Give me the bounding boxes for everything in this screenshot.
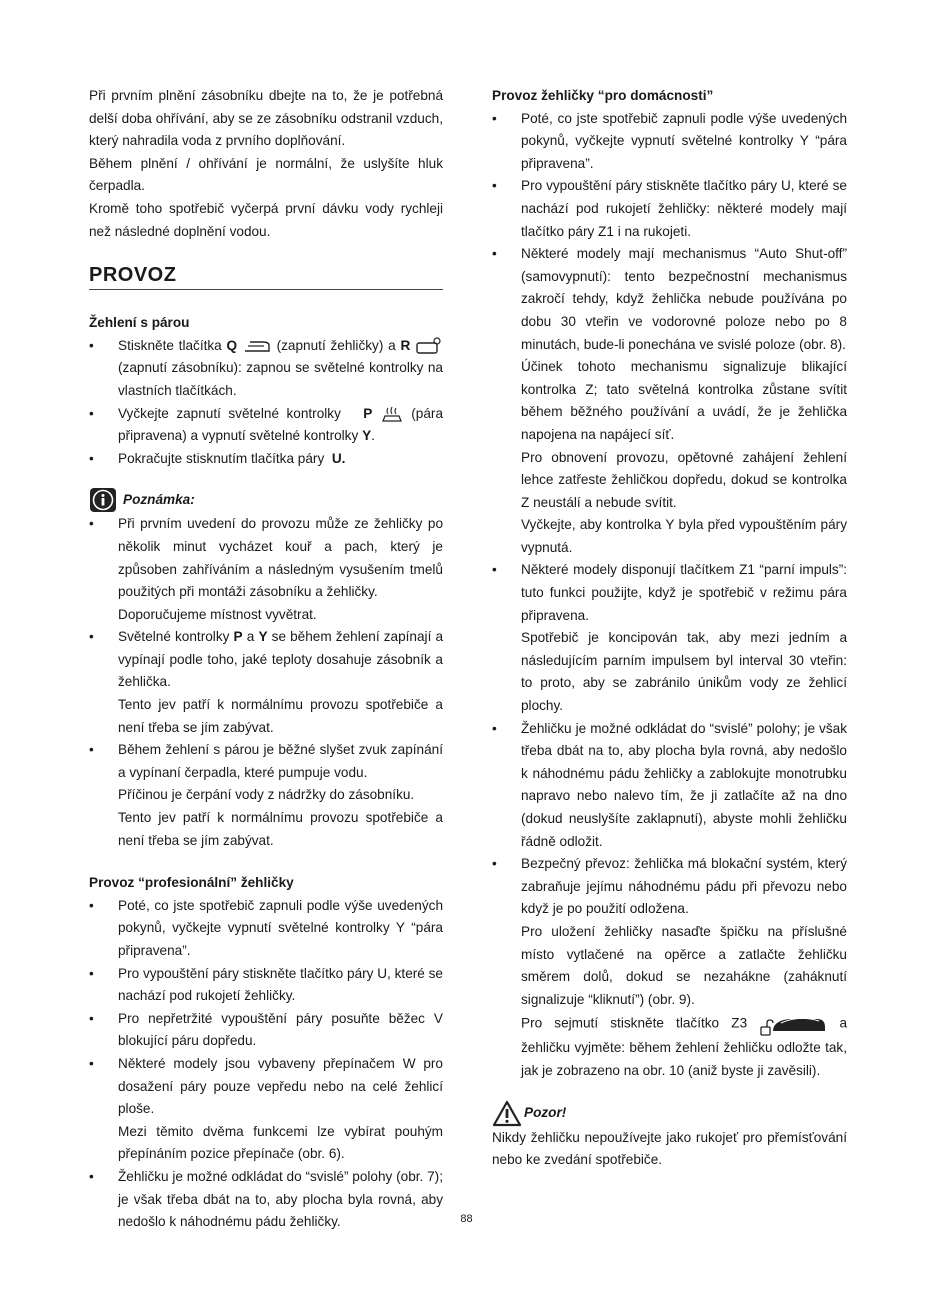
list-item: • Pro nepřetržité vypouštění páry posuňte běžec V blokující páru dopředu. [89, 1008, 443, 1053]
note-title: Poznámka: [123, 492, 195, 508]
warning-text: Nikdy žehličku nepoužívejte jako rukojeť pro přemísťování nebo ke zvedání spotřebiče. [492, 1129, 847, 1168]
warning-title: Pozor! [524, 1105, 567, 1121]
list-item: • Poté, co jste spotřebič zapnuli podle výše uvedených pokynů, vyčkejte vypnutí světelné kontrolky Y “pára připravena”. [89, 895, 443, 963]
steam-list [89, 335, 443, 471]
home-heading: Provoz žehličky “pro domácnosti” [492, 88, 714, 103]
note-list [89, 513, 443, 852]
warning-icon [492, 1100, 522, 1127]
right-column [492, 85, 847, 1172]
list-item: • Světelné kontrolky P a Y se během žehlení zapínají a vypínají podle toho, jaké teploty dosahuje zásobník a žehlička. Tento jev patří k normálnímu provozu spotřebiče a není třeba se jím zabývat. [89, 626, 443, 739]
list-item: • Během žehlení s párou je běžné slyšet zvuk zapínání a vypínaní čerpadla, které pumpuje vodu. Příčinou je čerpání vody z nádržky do zásobníku. Tento jev patří k normálnímu provozu spotřebiče a není třeba se jím zabývat. [89, 739, 443, 852]
list-item: • Žehličku je možné odkládat do “svislé” polohy (obr. 7); je však třeba dbát na to, aby plocha byla rovná, aby nedošlo k náhodnému pádu žehličky. [89, 1166, 443, 1234]
list-item: • Některé modely disponují tlačítkem Z1 “parní impuls”: tuto funkci použijte, když je spotřebič v režimu pára připravena. Spotřebič je koncipován tak, aby mezi jedním a následujícím parním impulsem byl interval 30 vteřin: to proto, aby se zabránilo únikům vody ze žehlicí plochy. [492, 559, 847, 717]
page-number: 88 [460, 1213, 473, 1225]
info-icon [89, 487, 117, 513]
list-item: • Poté, co jste spotřebič zapnuli podle výše uvedených pokynů, vyčkejte vypnutí světelné kontrolky Y “pára připravena”. [492, 108, 847, 176]
intro-paragraph-1: Při prvním plnění zásobníku dbejte na to, že je potřebná delší doba ohřívání, aby se ze zásobníku odstranil vzduch, který nahradila voda z prvního doplňování. [89, 88, 443, 149]
pro-list [89, 895, 443, 1234]
list-item: • Pro vypouštění páry stiskněte tlačítko páry U, které se nachází pod rukojetí žehličky: některé modely mají tlačítko páry Z1 i na rukojeti. [492, 175, 847, 243]
list-item: • Při prvním uvedení do provozu může ze žehličky po několik minut vycházet kouř a pach, který je způsoben zahříváním a následným vysušením tmelů použitých při montáži zásobníku a žehličky. Doporučujeme místnost vyvětrat. [89, 513, 443, 626]
iron-power-icon [242, 339, 272, 353]
list-item: • Žehličku je možné odkládat do “svislé” polohy; je však třeba dbát na to, aby plocha byla rovná, aby nedošlo k náhodnému pádu žehličky a zablokujte monotrubku napravo nebo nalevo tím, že ji zatlačíte až na dno (dokud neuslyšíte zaklapnutí), abyste mohli žehličku řádně odložit. [492, 718, 847, 854]
list-item: • Bezpečný převoz: žehlička má blokační systém, který zabraňuje jejímu náhodnému pádu při převozu nebo když je po použití odložena. Pro uložení žehličky nasaďte špičku na příslušné místo vytlačené na opěrce a zatlačte žehličku směrem dolů, dokud se nezaháknе (zaháknutí signalizuje “kliknutí”) (obr. 9). Pro sejmutí stiskněte tlačítko Z3 a žehličku vyjměte: během žehlení žehličku odložte tak, jak je zobrazeno na obr. 10 (aniž byste ji zavěsili). [492, 853, 847, 1082]
steam-heading: Žehlení s párou [89, 315, 190, 331]
list-item: • Pro vypouštění páry stiskněte tlačítko páry U, které se nachází pod rukojetí žehličky. [89, 963, 443, 1008]
intro-paragraph-3: Kromě toho spotřebič vyčerpá první dávku vody rychleji než následné doplnění vodou. [89, 200, 443, 239]
home-list [492, 108, 847, 1083]
warning-heading [492, 1101, 847, 1127]
list-item: • Některé modely mají mechanismus “Auto Shut-off” (samovypnutí): tento bezpečnostní mechanismus zakročí tehdy, když žehlička nebude používána po dobu 30 vteřin ve vodorovné poloze nebo po 8 minutách, bude-li ponechána ve svislé poloze (obr. 8). Účinek tohoto mechanismu signalizuje blikající kontrolka Z; tato světelná kontrolka zůstane svítit během běžného používání a uvádí, že je žehlička napojena na napájecí síť. Pro obnovení provozu, opětovné zahájení žehlení lehce zatřeste žehličkou dopředu, dokud se kontrolka Z neustálí a nebude svítit. Vyčkejte, aby kontrolka Y byla před vypouštěním páry vypnutá. [492, 243, 847, 559]
list-item: • Některé modely jsou vybaveny přepínačem W pro dosažení páry pouze vepředu nebo na celé žehlicí ploše. Mezi těmito dvěma funkcemi lze vybírat pouhým přepínáním pozice přepínače (obr. 6). [89, 1053, 443, 1166]
list-item: • Vyčkejte zapnutí světelné kontrolky P (pára připravena) a vypnutí světelné kontrolky Y. [89, 403, 443, 448]
steam-ready-icon [380, 405, 404, 423]
list-item: • Stiskněte tlačítka Q (zapnutí žehličky) a R (zapnutí zásobníku): zapnou se světelné kontrolky na vlastních tlačítkách. [89, 335, 443, 403]
list-item: • Pokračujte stisknutím tlačítka páry U. [89, 448, 443, 471]
unlock-iron-icon [759, 1011, 827, 1037]
boiler-icon [415, 337, 443, 355]
section-title: PROVOZ [89, 262, 443, 290]
intro-paragraph-2: Během plnění / ohřívání je normální, že uslyšíte hluk čerpadla. [89, 155, 443, 194]
pro-heading: Provoz “profesionální” žehličky [89, 875, 294, 891]
note-heading [89, 487, 443, 513]
left-column [89, 85, 443, 1234]
